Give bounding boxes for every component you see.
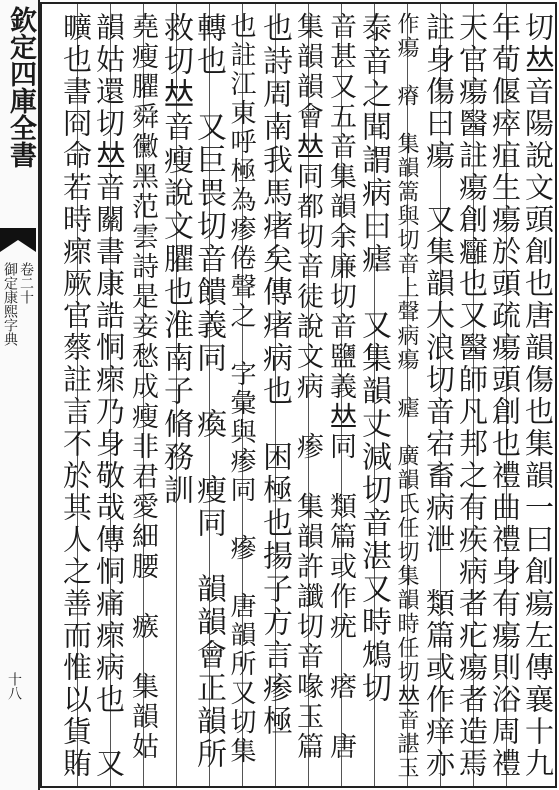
text-column-12: 救切𠀤音瘦說文臞也淮南子脩務訓 bbox=[158, 12, 193, 507]
text-column-3: 天官瘍醫註瘍創癰也又醫師凡邦之有疾病者疕瘍者造焉 bbox=[455, 12, 489, 780]
volume-label: 卷二十 bbox=[18, 262, 34, 304]
text-column-7: 音甚又五音集韻余廉切音鹽義𠀤同 類篇或作疣 瘩 唐 bbox=[325, 12, 356, 762]
page-margin bbox=[0, 0, 40, 790]
text-column-2: 年荀偃瘁疽生瘍於頭疏瘍頭創也禮曲禮身有瘍則浴周禮 bbox=[488, 12, 522, 780]
page-number: 十八 bbox=[6, 672, 22, 700]
text-column-4: 註身傷曰瘍 又集韻大浪切音宕畜病泄 類篇或作痒亦 bbox=[422, 12, 456, 780]
text-column-11: 轉也 又巨畏切音饋義同 瘓 瘦同 韻韻會正韻所 bbox=[191, 12, 226, 771]
text-column-6: 泰音之聞謂病曰瘧 又集韻丈減切音湛又時鴆切 bbox=[356, 12, 391, 705]
text-column-9: 也詩周南我馬瘏矣傳瘏病也 困極也揚子方言瘆極 bbox=[257, 12, 292, 738]
collection-title: 欽定四庫全書 bbox=[5, 6, 36, 168]
text-column-5: 作瘍 瘠 集韻篙與切音上聲病瘍 瘧 廣韻氏任切集韻時任切𠀤音諶玉 bbox=[394, 12, 419, 780]
text-column-13: 堯瘦臞舜黴黑范雲詩是妾愁成瘦非君愛細腰 瘯 集韻姑 bbox=[127, 12, 158, 762]
text-frame bbox=[40, 2, 557, 788]
text-column-8: 集韻韻會𠀤同都切音徒說文病 瘆 集韻許讖切音喙玉篇 bbox=[292, 12, 323, 762]
text-column-15: 曠也書冏命若時瘝厥官蔡註言不於其人之善而惟以貨賄 bbox=[59, 12, 93, 780]
text-column-14: 韻姑還切𠀤音關書康誥恫瘝乃身敬哉傳恫痛瘝病也 又 bbox=[92, 12, 126, 780]
text-column-10: 也註江東呼極為瘆倦聲之 字彙與瘆同 瘮 唐韻所又切集 bbox=[226, 12, 256, 766]
book-title: 御定康熙字典 bbox=[2, 262, 18, 346]
text-column-1: 切𠀤音陽說文頭創也唐韻傷也集韻一曰創瘍左傳襄十九 bbox=[521, 12, 555, 780]
fishtail-mark-icon bbox=[0, 228, 36, 252]
